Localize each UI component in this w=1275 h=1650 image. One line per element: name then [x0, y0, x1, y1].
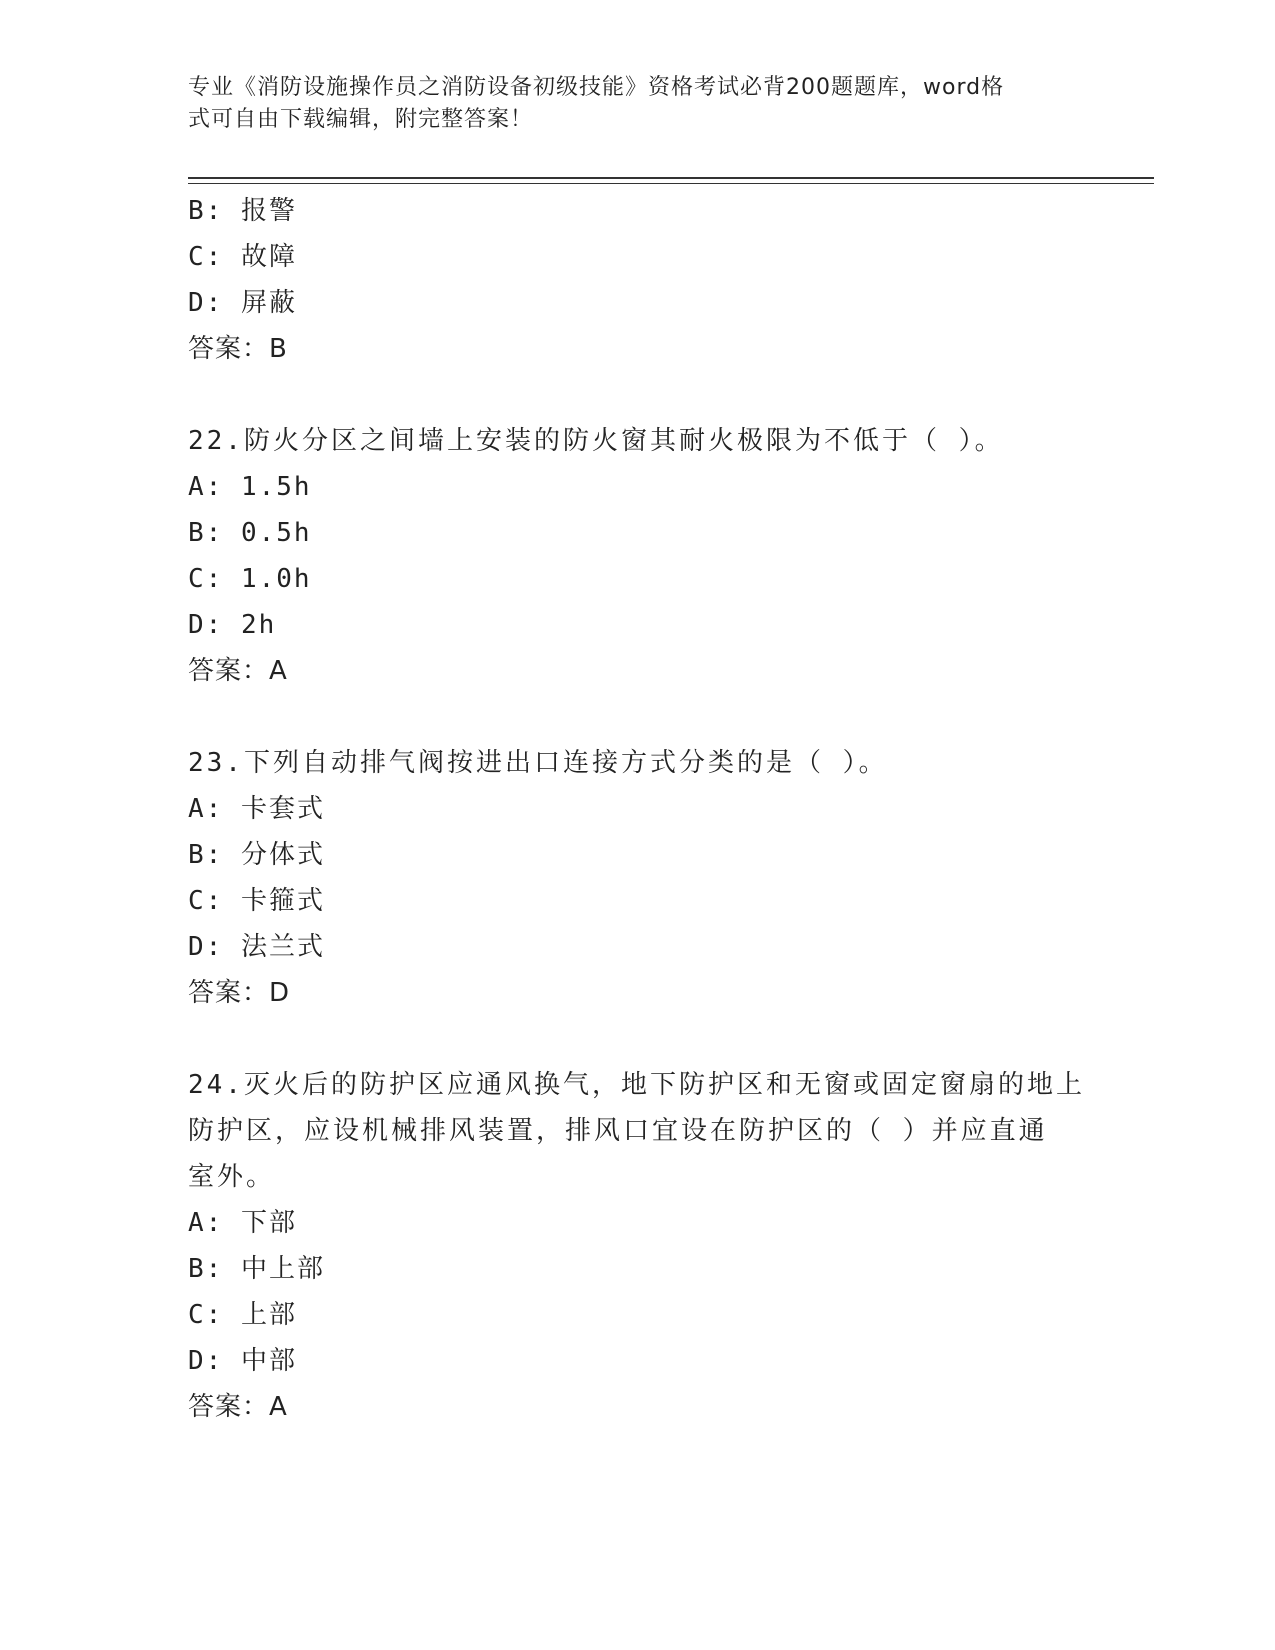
spacer: [188, 694, 1088, 740]
header-rule-thin: [188, 183, 1154, 184]
question-block-21: [188, 188, 1088, 372]
option-c: C: 1.0h: [188, 564, 312, 594]
header-line-2: 式可自由下载编辑，附完整答案！: [188, 107, 534, 132]
question-stem-line-2: 防护区，应设机械排风装置，排风口宜设在防护区的（ ）并应直通: [188, 1116, 1048, 1146]
question-stem-line-3: 室外。: [188, 1162, 276, 1192]
answer-line: 答案：A: [188, 1392, 288, 1422]
option-b: B: 中上部: [188, 1254, 325, 1284]
answer-line: 答案：B: [188, 334, 288, 364]
option-a: A: 1.5h: [188, 472, 312, 502]
spacer: [188, 1016, 1088, 1062]
spacer: [188, 372, 1088, 418]
option-b: B: 分体式: [188, 840, 325, 870]
question-block-22: [188, 418, 1088, 694]
option-d: D: 屏蔽: [188, 288, 297, 318]
option-b: B: 0.5h: [188, 518, 312, 548]
answer-line: 答案：D: [188, 978, 291, 1008]
question-content: [188, 188, 1088, 1430]
option-c: C: 卡箍式: [188, 886, 325, 916]
header-rule-thick: [188, 177, 1154, 179]
option-c: C: 上部: [188, 1300, 297, 1330]
option-d: D: 2h: [188, 610, 277, 640]
header-line-1: 专业《消防设施操作员之消防设备初级技能》资格考试必背200题题库，word格: [188, 75, 1005, 100]
option-d: D: 法兰式: [188, 932, 325, 962]
answer-line: 答案：A: [188, 656, 288, 686]
question-stem: 23.下列自动排气阀按进出口连接方式分类的是（ ）。: [188, 748, 888, 778]
option-a: A: 下部: [188, 1208, 297, 1238]
option-b: B: 报警: [188, 196, 297, 226]
option-d: D: 中部: [188, 1346, 297, 1376]
option-a: A: 卡套式: [188, 794, 325, 824]
option-c: C: 故障: [188, 242, 297, 272]
question-stem: 22.防火分区之间墙上安装的防火窗其耐火极限为不低于（ ）。: [188, 426, 1004, 456]
question-block-24: [188, 1062, 1088, 1430]
document-header: [188, 72, 1068, 136]
question-stem-line-1: 24.灭火后的防护区应通风换气，地下防护区和无窗或固定窗扇的地上: [188, 1070, 1085, 1100]
question-block-23: [188, 740, 1088, 1016]
